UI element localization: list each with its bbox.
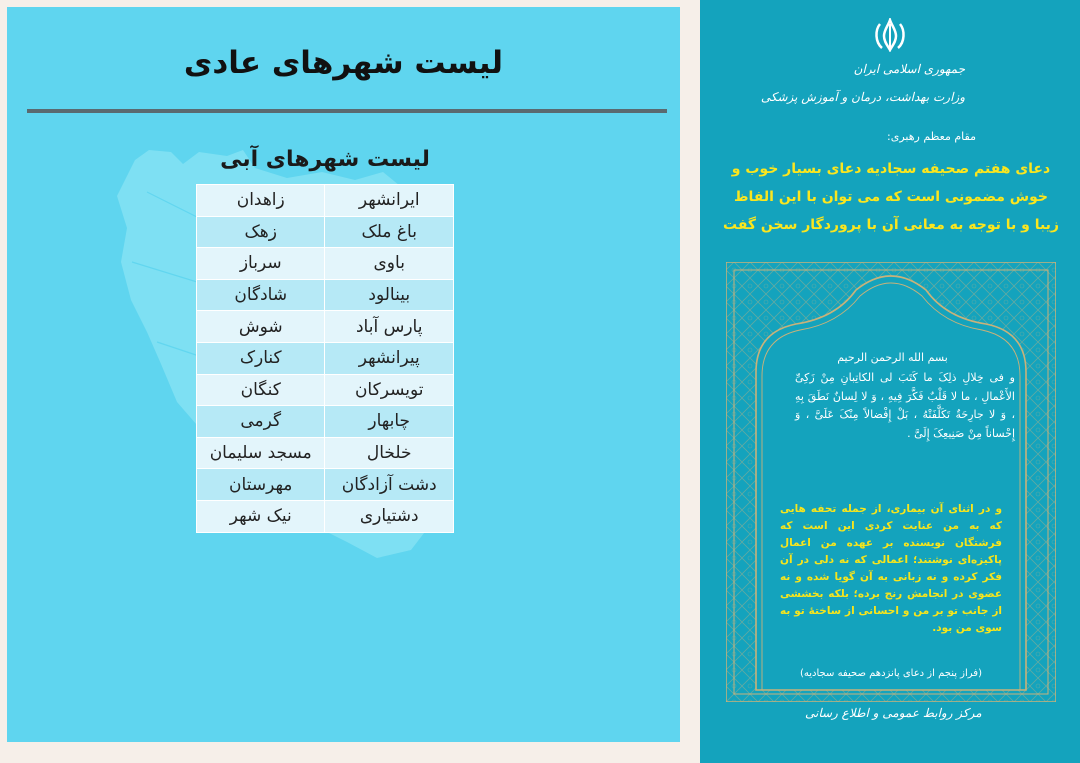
table-cell: شادگان: [197, 279, 325, 311]
leader-quote: دعای هفتم صحیفه سجادیه دعای بسیار خوب و خوش مضمونی است که می توان با این الفاظ زیبا و با توجه به معانی آن با پروردگار سخن گفت: [723, 161, 1059, 233]
table-row: [197, 185, 454, 217]
table-cell: پیرانشهر: [325, 342, 454, 374]
table-row: [197, 248, 454, 280]
left-panel: [7, 7, 680, 742]
table-cell: گرمی: [197, 406, 325, 438]
table-row: [197, 216, 454, 248]
table-cell: نیک شهر: [197, 500, 325, 532]
table-cell: باوی: [325, 248, 454, 280]
table-cell: پارس آباد: [325, 311, 454, 343]
table-cell: دشتیاری: [325, 500, 454, 532]
iran-emblem-icon: [872, 18, 908, 52]
arabic-text: و فی خِلالِ ذلِکَ ما کَتَبَ لی الکاتِبانِ مِنْ زَکِیِّ الأَعْمالِ ، ما لا قَلْبٌ فَکَّرَ فِیهِ ، وَ لا لِسانٌ نَطَقَ بِهِ ، وَ لا جارِحَةٌ تَکَلَّفَتْهُ ، بَلْ إِفْضالاً مِنْکَ عَلَیَّ ، وَ إِحْساناً مِنْ صَنِیعِکَ إِلَیَّ .: [795, 371, 1015, 440]
table-row: [197, 437, 454, 469]
table-cell: تویسرکان: [325, 374, 454, 406]
persian-translation: و در اثنای آن بیماری، از جمله تحفه هایی که به من عنایت کردی این است که فرشتگان نویسنده بر عهده من اعمال پاکیزه‌ای نوشتند؛ اعمالی که نه دلی در آن فکر کرده و نه زبانی به آن گویا شده و نه عضوی در انجامش رنج برده؛ بلکه بخششی از جانب تو بر من و احسانی از ساختهٔ تو به سوی من بود.: [780, 503, 1002, 634]
table-cell: باغ ملک: [325, 216, 454, 248]
table-row: [197, 311, 454, 343]
gov-line-2: وزارت بهداشت، درمان و آموزش پزشکی: [760, 90, 965, 104]
table-row: [197, 374, 454, 406]
table-cell: کنگان: [197, 374, 325, 406]
table-cell: زاهدان: [197, 185, 325, 217]
table-cell: دشت آزادگان: [325, 469, 454, 501]
table-cell: ایرانشهر: [325, 185, 454, 217]
table-row: [197, 279, 454, 311]
title-divider: [27, 109, 667, 113]
table-cell: زهک: [197, 216, 325, 248]
table-cell: مسجد سلیمان: [197, 437, 325, 469]
table-cell: مهرستان: [197, 469, 325, 501]
table-cell: خلخال: [325, 437, 454, 469]
source-citation: (فراز پنجم از دعای پانزدهم صحیفه سجادیه): [800, 668, 982, 679]
table-cell: شوش: [197, 311, 325, 343]
table-row: [197, 406, 454, 438]
leader-label: مقام معظم رهبری:: [887, 130, 976, 143]
table-cell: چابهار: [325, 406, 454, 438]
right-panel: [700, 0, 1080, 763]
table-cell: سرباز: [197, 248, 325, 280]
cities-table: [196, 184, 454, 533]
signature: مرکز روابط عمومی و اطلاع رسانی: [805, 706, 982, 720]
table-title: لیست شهرهای آبی: [220, 147, 430, 172]
table-row: [197, 500, 454, 532]
table-row: [197, 342, 454, 374]
bismillah: بسم الله الرحمن الرحیم: [837, 351, 948, 364]
gov-line-1: جمهوری اسلامی ایران: [853, 62, 965, 76]
table-cell: کنارک: [197, 342, 325, 374]
table-cell: بینالود: [325, 279, 454, 311]
page-title: لیست شهرهای عادی: [183, 45, 504, 81]
table-row: [197, 469, 454, 501]
